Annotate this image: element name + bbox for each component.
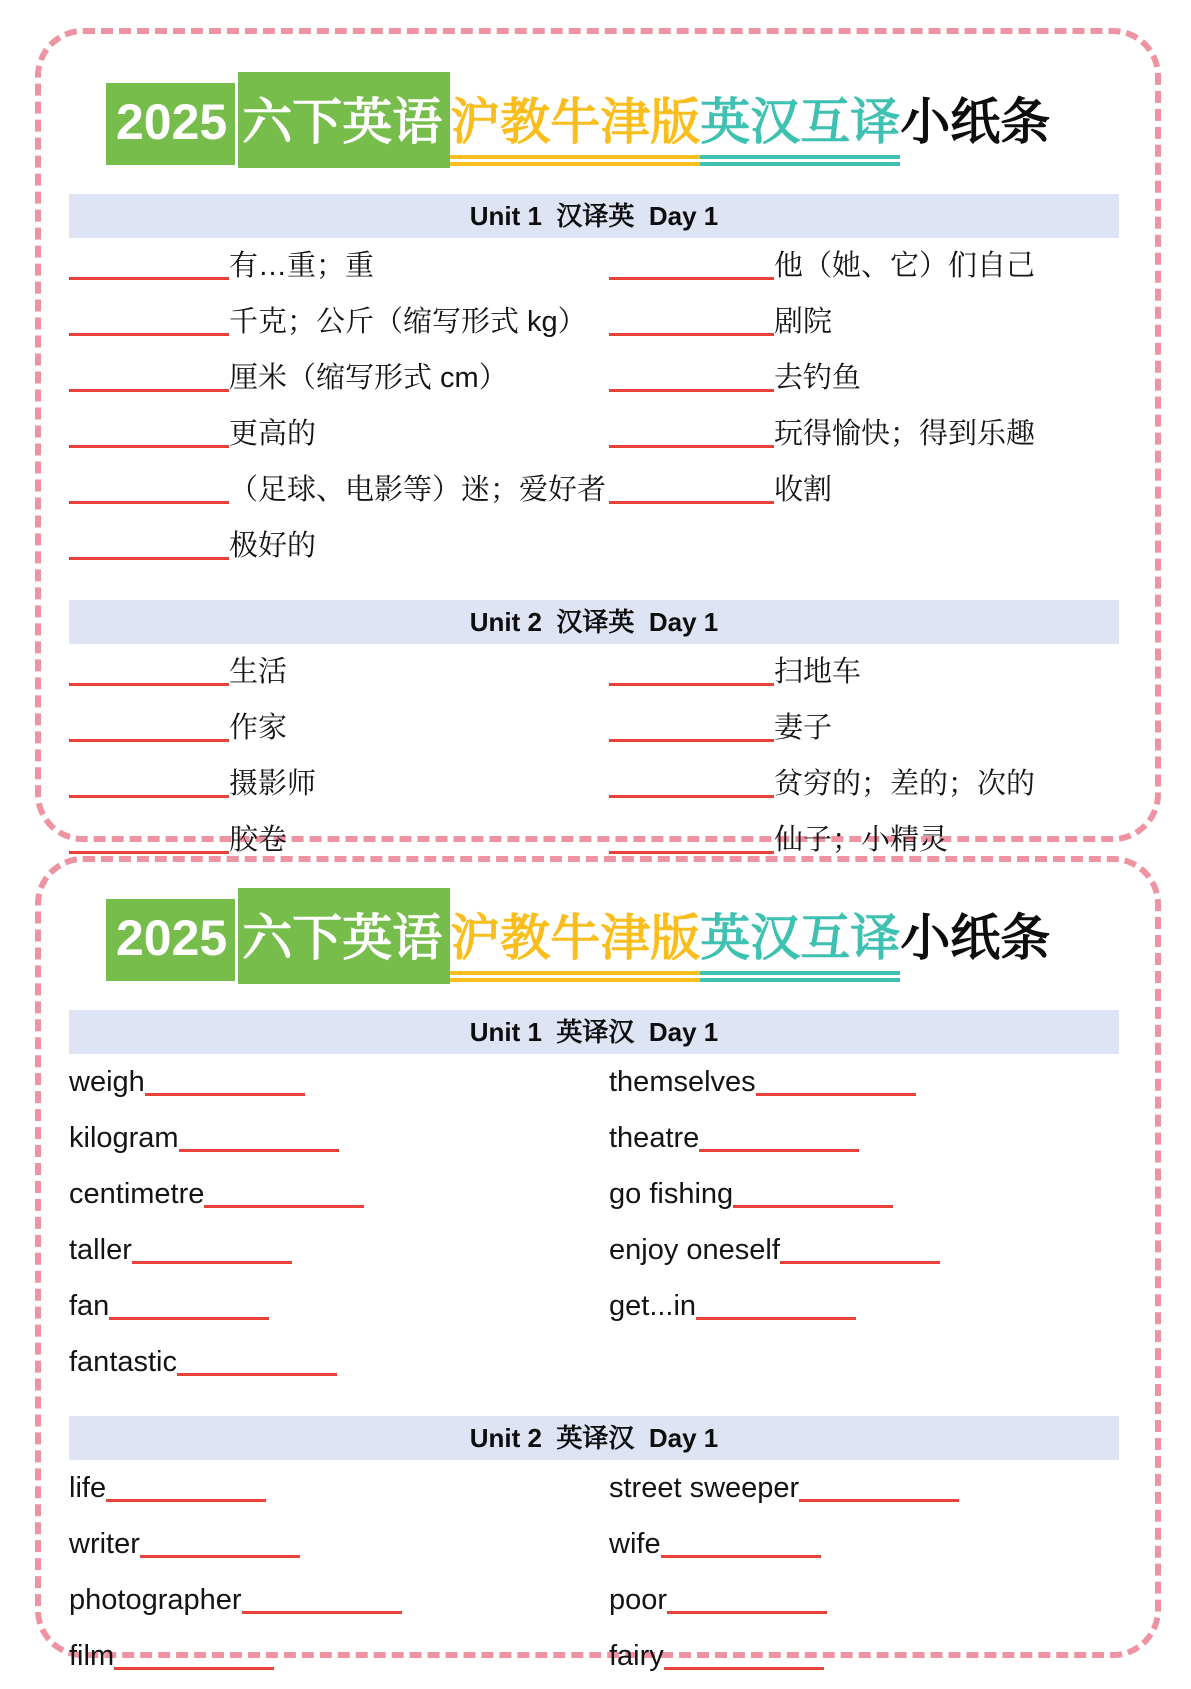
answer-blank <box>799 1499 959 1502</box>
title-year-highlight: 2025 <box>106 83 235 165</box>
term-en: theatre <box>609 1122 700 1154</box>
vocab-row <box>69 1516 1119 1572</box>
answer-blank <box>140 1555 300 1558</box>
term-en: go fishing <box>609 1178 734 1210</box>
answer-blank <box>69 739 229 742</box>
term-zh: 胶卷 <box>229 824 288 856</box>
unit2-rows <box>69 1460 1119 1684</box>
term-en: centimetre <box>69 1178 205 1210</box>
worksheet-card-top <box>35 28 1161 856</box>
term-en: kilogram <box>69 1122 179 1154</box>
answer-blank <box>609 851 774 854</box>
answer-blank <box>609 501 774 504</box>
term-en: enjoy oneself <box>609 1234 780 1266</box>
vocab-row <box>69 518 1119 574</box>
term-zh: 生活 <box>229 656 288 688</box>
title-note-type: 小纸条 <box>900 910 1051 966</box>
term-zh: 作家 <box>229 712 288 744</box>
vocab-row <box>69 1110 1119 1166</box>
answer-blank <box>69 795 229 798</box>
term-zh: 收割 <box>774 474 833 506</box>
vocab-row <box>69 406 1119 462</box>
answer-blank <box>609 683 774 686</box>
vocab-row <box>69 1460 1119 1516</box>
answer-blank <box>145 1093 305 1096</box>
term-zh: 妻子 <box>774 712 833 744</box>
vocab-row <box>69 1572 1119 1628</box>
answer-blank <box>733 1205 893 1208</box>
answer-blank <box>106 1499 266 1502</box>
answer-blank <box>756 1093 916 1096</box>
title-translate-mode: 英汉互译 <box>700 82 900 166</box>
answer-blank <box>69 557 229 560</box>
answer-blank <box>69 851 229 854</box>
vocab-row <box>69 238 1119 294</box>
vocab-row <box>69 1054 1119 1110</box>
term-zh: 仙子；小精灵 <box>774 824 949 856</box>
term-zh: 玩得愉快；得到乐趣 <box>774 418 1036 450</box>
vocab-row <box>69 644 1119 700</box>
answer-blank <box>69 333 229 336</box>
vocab-row <box>69 1222 1119 1278</box>
vocab-row <box>69 756 1119 812</box>
unit1-header: Unit 1 英译汉 Day 1 <box>69 1010 1119 1054</box>
term-en: fairy <box>609 1640 664 1672</box>
term-en: weigh <box>69 1066 145 1098</box>
answer-blank <box>132 1261 292 1264</box>
term-en: poor <box>609 1584 668 1616</box>
answer-blank <box>609 795 774 798</box>
title-grade-highlight: 六下英语 <box>238 72 450 168</box>
answer-blank <box>667 1611 827 1614</box>
vocab-row <box>69 462 1119 518</box>
answer-blank <box>69 445 229 448</box>
unit1-rows <box>69 1054 1119 1390</box>
worksheet-title <box>106 72 1119 168</box>
vocab-row <box>69 700 1119 756</box>
vocab-row <box>69 1334 1119 1390</box>
answer-blank <box>609 277 774 280</box>
unit1-header: Unit 1 汉译英 Day 1 <box>69 194 1119 238</box>
vocab-row <box>69 350 1119 406</box>
answer-blank <box>69 389 229 392</box>
title-translate-mode: 英汉互译 <box>700 898 900 982</box>
vocab-row <box>69 1278 1119 1334</box>
term-en: wife <box>609 1528 661 1560</box>
answer-blank <box>179 1149 339 1152</box>
answer-blank <box>609 389 774 392</box>
unit1-rows <box>69 238 1119 574</box>
term-zh: 摄影师 <box>229 768 317 800</box>
vocab-row <box>69 1166 1119 1222</box>
empty-cell <box>609 518 1119 574</box>
term-en: fan <box>69 1290 110 1322</box>
term-en: writer <box>69 1528 140 1560</box>
answer-blank <box>204 1205 364 1208</box>
term-en: themselves <box>609 1066 756 1098</box>
term-en: photographer <box>69 1584 242 1616</box>
term-en: taller <box>69 1234 132 1266</box>
term-zh: 贫穷的；差的；次的 <box>774 768 1036 800</box>
term-zh: 千克；公斤（缩写形式 kg） <box>229 306 587 338</box>
answer-blank <box>661 1555 821 1558</box>
answer-blank <box>109 1317 269 1320</box>
title-year-highlight: 2025 <box>106 899 235 981</box>
answer-blank <box>609 445 774 448</box>
title-grade-highlight: 六下英语 <box>238 888 450 984</box>
unit2-header: Unit 2 英译汉 Day 1 <box>69 1416 1119 1460</box>
term-en: life <box>69 1472 107 1504</box>
answer-blank <box>664 1667 824 1670</box>
term-zh: 他（她、它）们自己 <box>774 250 1036 282</box>
term-en: fantastic <box>69 1346 177 1378</box>
answer-blank <box>114 1667 274 1670</box>
term-en: street sweeper <box>609 1472 800 1504</box>
title-edition: 沪教牛津版 <box>450 898 700 982</box>
term-zh: （足球、电影等）迷；爱好者 <box>229 474 607 506</box>
term-zh: 厘米（缩写形式 cm） <box>229 362 508 394</box>
answer-blank <box>177 1373 337 1376</box>
answer-blank <box>780 1261 940 1264</box>
worksheet-card-bottom <box>35 856 1161 1672</box>
vocab-row <box>69 1628 1119 1684</box>
answer-blank <box>69 683 229 686</box>
answer-blank <box>242 1611 402 1614</box>
title-note-type: 小纸条 <box>900 94 1051 150</box>
term-zh: 有…重；重 <box>229 250 375 282</box>
answer-blank <box>609 739 774 742</box>
answer-blank <box>699 1149 859 1152</box>
unit2-rows <box>69 644 1119 868</box>
empty-cell <box>609 1334 1119 1390</box>
term-zh: 更高的 <box>229 418 317 450</box>
vocab-row <box>69 294 1119 350</box>
answer-blank <box>69 501 229 504</box>
title-edition: 沪教牛津版 <box>450 82 700 166</box>
term-en: film <box>69 1640 115 1672</box>
unit2-header: Unit 2 汉译英 Day 1 <box>69 600 1119 644</box>
answer-blank <box>696 1317 856 1320</box>
worksheet-title <box>106 888 1119 984</box>
term-zh: 剧院 <box>774 306 833 338</box>
answer-blank <box>609 333 774 336</box>
answer-blank <box>69 277 229 280</box>
term-zh: 扫地车 <box>774 656 862 688</box>
term-en: get...in <box>609 1290 697 1322</box>
term-zh: 去钓鱼 <box>774 362 862 394</box>
term-zh: 极好的 <box>229 530 317 562</box>
